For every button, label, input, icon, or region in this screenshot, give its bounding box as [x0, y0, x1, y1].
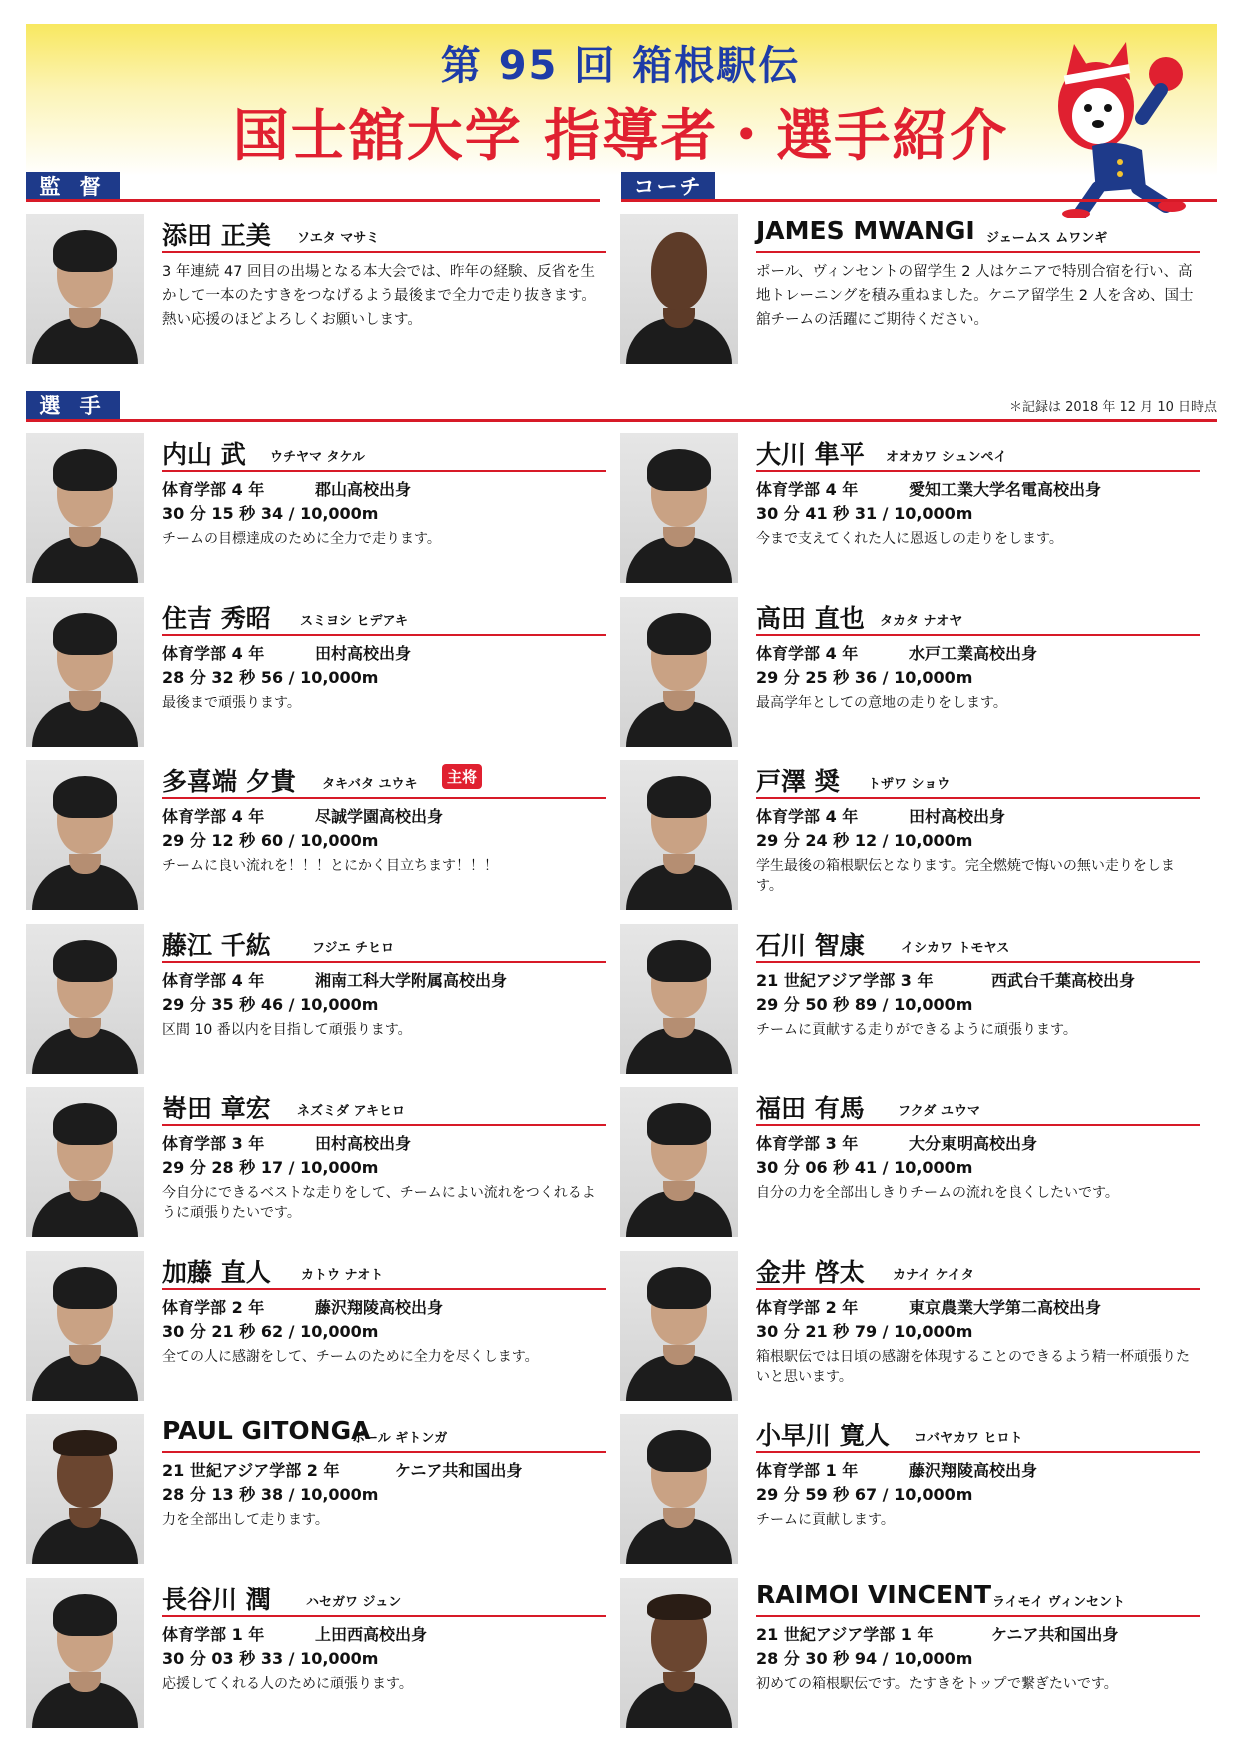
player-faculty: 体育学部 1 年 [162, 1624, 265, 1644]
player-comment: 今自分にできるベストな走りをして、チームによい流れをつくれるように頑張りたいです。 [162, 1185, 596, 1221]
player-name: 高田 直也 [756, 603, 865, 633]
player-kana: タカタ ナオヤ [880, 613, 963, 629]
player-card [620, 924, 1200, 1074]
player-faculty: 21 世紀アジア学部 1 年 [756, 1624, 934, 1644]
player-school: ケニア共和国出身 [991, 1624, 1119, 1644]
player-record: 29 分 35 秒 46 / 10,000m [162, 994, 379, 1014]
player-card [620, 1414, 1200, 1564]
coach-name: JAMES MWANGI [756, 216, 975, 245]
player-comment: 全ての人に感謝をして、チームのために全力を尽くします。 [162, 1348, 539, 1365]
player-comment: 力を全部出して走ります。 [162, 1512, 329, 1528]
player-comment: 今まで支えてくれた人に恩返しの走りをします。 [756, 531, 1063, 547]
event-title: 第 95 回 箱根駅伝 [440, 43, 801, 89]
player-school: 湘南工科大学附属高校出身 [315, 970, 508, 990]
name-underline [756, 1615, 1200, 1617]
divider [26, 199, 600, 202]
player-faculty: 体育学部 4 年 [162, 643, 265, 663]
player-record: 30 分 21 秒 62 / 10,000m [162, 1321, 379, 1341]
name-underline [162, 961, 606, 963]
profile-photo [620, 924, 738, 1074]
player-card [620, 597, 1200, 747]
player-record: 29 分 28 秒 17 / 10,000m [162, 1158, 379, 1177]
name-underline [162, 1451, 606, 1453]
player-school: 愛知工業大学名電高校出身 [909, 480, 1102, 499]
page-title: 国士舘大学 指導者・選手紹介 [232, 104, 1009, 169]
profile-photo [620, 1414, 738, 1564]
player-name: RAIMOI VINCENT [756, 1579, 992, 1609]
player-kana: ライモイ ヴィンセント [992, 1594, 1125, 1610]
player-name: 加藤 直人 [162, 1257, 271, 1287]
player-name: 金井 啓太 [756, 1257, 865, 1287]
player-record: 28 分 32 秒 56 / 10,000m [162, 667, 379, 687]
player-record: 30 分 21 秒 79 / 10,000m [756, 1321, 973, 1341]
player-record: 30 分 06 秒 41 / 10,000m [756, 1158, 973, 1177]
profile-photo [620, 1087, 738, 1237]
player-comment: 最後まで頑張ります。 [162, 694, 301, 711]
profile-photo [26, 760, 144, 910]
player-record: 28 分 30 秒 94 / 10,000m [756, 1648, 973, 1668]
profile-photo [26, 1414, 144, 1564]
player-card [26, 1578, 606, 1728]
player-name: 福田 有馬 [756, 1094, 865, 1123]
profile-photo [620, 597, 738, 747]
player-kana: ウチヤマ タケル [270, 450, 365, 465]
player-school: 尽誠学園高校出身 [315, 807, 444, 826]
player-kana: フクダ ユウマ [898, 1104, 980, 1119]
player-name: 戸澤 奨 [756, 767, 840, 796]
player-faculty: 体育学部 3 年 [162, 1134, 265, 1153]
player-card [620, 1251, 1200, 1401]
name-underline [162, 1124, 606, 1126]
player-school: 田村高校出身 [315, 1134, 412, 1153]
player-kana: フジエ チヒロ [312, 940, 395, 956]
player-record: 30 分 03 秒 33 / 10,000m [162, 1648, 379, 1668]
profile-photo [26, 597, 144, 747]
director-card [26, 214, 606, 364]
player-card [620, 760, 1200, 910]
player-school: 大分東明高校出身 [909, 1134, 1038, 1153]
player-faculty: 体育学部 1 年 [756, 1461, 859, 1480]
player-comment: 区間 10 番以内を目指して頑張ります。 [162, 1021, 412, 1038]
player-name: 大川 隼平 [756, 440, 865, 469]
player-name: 藤江 千紘 [162, 930, 271, 960]
player-kana: ネズミダ アキヒロ [297, 1104, 406, 1119]
player-record: 29 分 25 秒 36 / 10,000m [756, 667, 973, 687]
player-card [620, 1087, 1200, 1237]
player-faculty: 21 世紀アジア学部 3 年 [756, 970, 934, 990]
name-underline [756, 1124, 1200, 1126]
player-school: 東京農業大学第二高校出身 [909, 1297, 1102, 1317]
player-comment: 初めての箱根駅伝です。たすきをトップで繋ぎたいです。 [756, 1675, 1118, 1692]
player-record: 29 分 24 秒 12 / 10,000m [756, 831, 973, 850]
player-record: 28 分 13 秒 38 / 10,000m [162, 1485, 379, 1504]
player-kana: オオカワ シュンペイ [886, 450, 1007, 465]
player-kana: カトウ ナオト [301, 1267, 384, 1283]
player-comment: 箱根駅伝では日頃の感謝を体現することのできるよう精一杯頑張りたいと思います。 [756, 1348, 1190, 1385]
player-faculty: 体育学部 4 年 [162, 807, 265, 826]
player-name: 内山 武 [162, 440, 246, 469]
player-comment: 自分の力を全部出しきりチームの流れを良くしたいです。 [756, 1185, 1119, 1201]
name-underline [162, 251, 606, 253]
profile-photo [620, 433, 738, 583]
player-faculty: 体育学部 4 年 [756, 807, 859, 826]
players-section-label: 選 手 [26, 391, 120, 421]
director-comment: 3 年連続 47 回目の出場となる本大会では、昨年の経験、反省を生かして一本のたすきをつなげるよう最後まで全力で走り抜きます。熱い応援のほどよろしくお願いします。 [162, 264, 596, 328]
player-comment: 学生最後の箱根駅伝となります。完全燃焼で悔いの無い走りをします。 [756, 858, 1175, 894]
divider [26, 419, 1217, 422]
player-faculty: 体育学部 4 年 [756, 643, 859, 663]
player-faculty: 体育学部 2 年 [162, 1297, 265, 1317]
player-school: 西武台千葉高校出身 [991, 970, 1136, 990]
player-faculty: 体育学部 4 年 [162, 970, 265, 990]
profile-photo [26, 1087, 144, 1237]
player-faculty: 体育学部 3 年 [756, 1134, 859, 1153]
director-section-label: 監 督 [26, 172, 120, 202]
player-kana: コバヤカワ ヒロト [914, 1431, 1023, 1446]
player-name: 石川 智康 [756, 930, 865, 960]
player-comment: 最高学年としての意地の走りをします。 [756, 694, 1007, 711]
name-underline [756, 797, 1200, 799]
player-name: 長谷川 潤 [162, 1584, 271, 1614]
profile-photo [26, 1251, 144, 1401]
profile-photo [620, 760, 738, 910]
player-faculty: 体育学部 4 年 [756, 480, 859, 499]
divider [621, 199, 1217, 202]
player-comment: チームに貢献する走りができるように頑張ります。 [756, 1021, 1077, 1038]
player-comment: チームの目標達成のために全力で走ります。 [162, 531, 441, 547]
name-underline [756, 634, 1200, 636]
profile-photo [620, 214, 738, 364]
player-card [26, 597, 606, 747]
name-underline [756, 1288, 1200, 1290]
captain-badge: 主将 [442, 764, 482, 789]
name-underline [162, 634, 606, 636]
player-comment: チームに貢献します。 [756, 1512, 895, 1528]
coach-section-label: コーチ [621, 172, 715, 202]
player-comment: チームに良い流れを！！！とにかく目立ちます！！！ [162, 858, 498, 874]
player-record: 29 分 12 秒 60 / 10,000m [162, 831, 379, 850]
player-record: 30 分 41 秒 31 / 10,000m [756, 504, 973, 523]
player-kana: ハセガワ ジュン [306, 1594, 402, 1610]
player-faculty: 体育学部 4 年 [162, 480, 265, 499]
player-kana: タキバタ ユウキ [322, 777, 418, 792]
player-kana: トザワ ショウ [868, 777, 951, 792]
coach-card [620, 214, 1200, 364]
player-school: ケニア共和国出身 [395, 1461, 523, 1480]
director-name: 添田 正美 [162, 221, 271, 250]
player-card [26, 1414, 606, 1564]
name-underline [756, 1451, 1200, 1453]
player-card [26, 760, 606, 910]
name-underline [162, 1288, 606, 1290]
player-name: 㟢田 章宏 [162, 1094, 271, 1123]
player-school: 藤沢翔陵高校出身 [909, 1461, 1038, 1480]
player-card [620, 433, 1200, 583]
player-card [26, 433, 606, 583]
player-card [620, 1578, 1200, 1728]
player-comment: 応援してくれる人のために頑張ります。 [162, 1675, 413, 1692]
player-faculty: 21 世紀アジア学部 2 年 [162, 1461, 340, 1480]
coach-comment: ポール、ヴィンセントの留学生 2 人はケニアで特別合宿を行い、高地トレーニングを積み重ねました。ケニア留学生 2 人を含め、国士舘チームの活躍にご期待ください。 [756, 264, 1194, 328]
player-kana: ポール ギトンガ [352, 1431, 448, 1446]
player-name: 小早川 寛人 [756, 1421, 890, 1450]
profile-photo [26, 214, 144, 364]
player-school: 郡山高校出身 [315, 480, 412, 499]
mascot-illustration [1046, 38, 1206, 218]
player-name: PAUL GITONGA [162, 1416, 371, 1445]
name-underline [162, 797, 606, 799]
player-school: 上田西高校出身 [315, 1624, 428, 1644]
player-name: 多喜端 夕貴 [162, 767, 296, 796]
profile-photo [26, 1578, 144, 1728]
player-record: 29 分 59 秒 67 / 10,000m [756, 1485, 973, 1504]
player-kana: イシカワ トモヤス [901, 940, 1010, 956]
player-school: 田村高校出身 [315, 643, 412, 663]
player-record: 30 分 15 秒 34 / 10,000m [162, 504, 379, 523]
player-school: 藤沢翔陵高校出身 [315, 1297, 444, 1317]
player-kana: カナイ ケイタ [893, 1267, 974, 1283]
player-record: 29 分 50 秒 89 / 10,000m [756, 994, 973, 1014]
player-faculty: 体育学部 2 年 [756, 1297, 859, 1317]
name-underline [162, 1615, 606, 1617]
name-underline [756, 470, 1200, 472]
profile-photo [26, 924, 144, 1074]
player-school: 水戸工業高校出身 [909, 643, 1038, 663]
profile-photo [620, 1251, 738, 1401]
player-card [26, 1251, 606, 1401]
director-kana: ソエタ マサミ [297, 231, 380, 246]
player-name: 住吉 秀昭 [162, 603, 271, 633]
name-underline [756, 251, 1200, 253]
profile-photo [26, 433, 144, 583]
name-underline [756, 961, 1200, 963]
player-school: 田村高校出身 [909, 807, 1006, 826]
record-date-note: ＊記録は 2018 年 12 月 10 日時点 [1009, 400, 1217, 415]
player-kana: スミヨシ ヒデアキ [300, 613, 409, 629]
coach-kana: ジェームス ムワンギ [986, 231, 1108, 246]
player-card [26, 924, 606, 1074]
player-card [26, 1087, 606, 1237]
name-underline [162, 470, 606, 472]
profile-photo [620, 1578, 738, 1728]
